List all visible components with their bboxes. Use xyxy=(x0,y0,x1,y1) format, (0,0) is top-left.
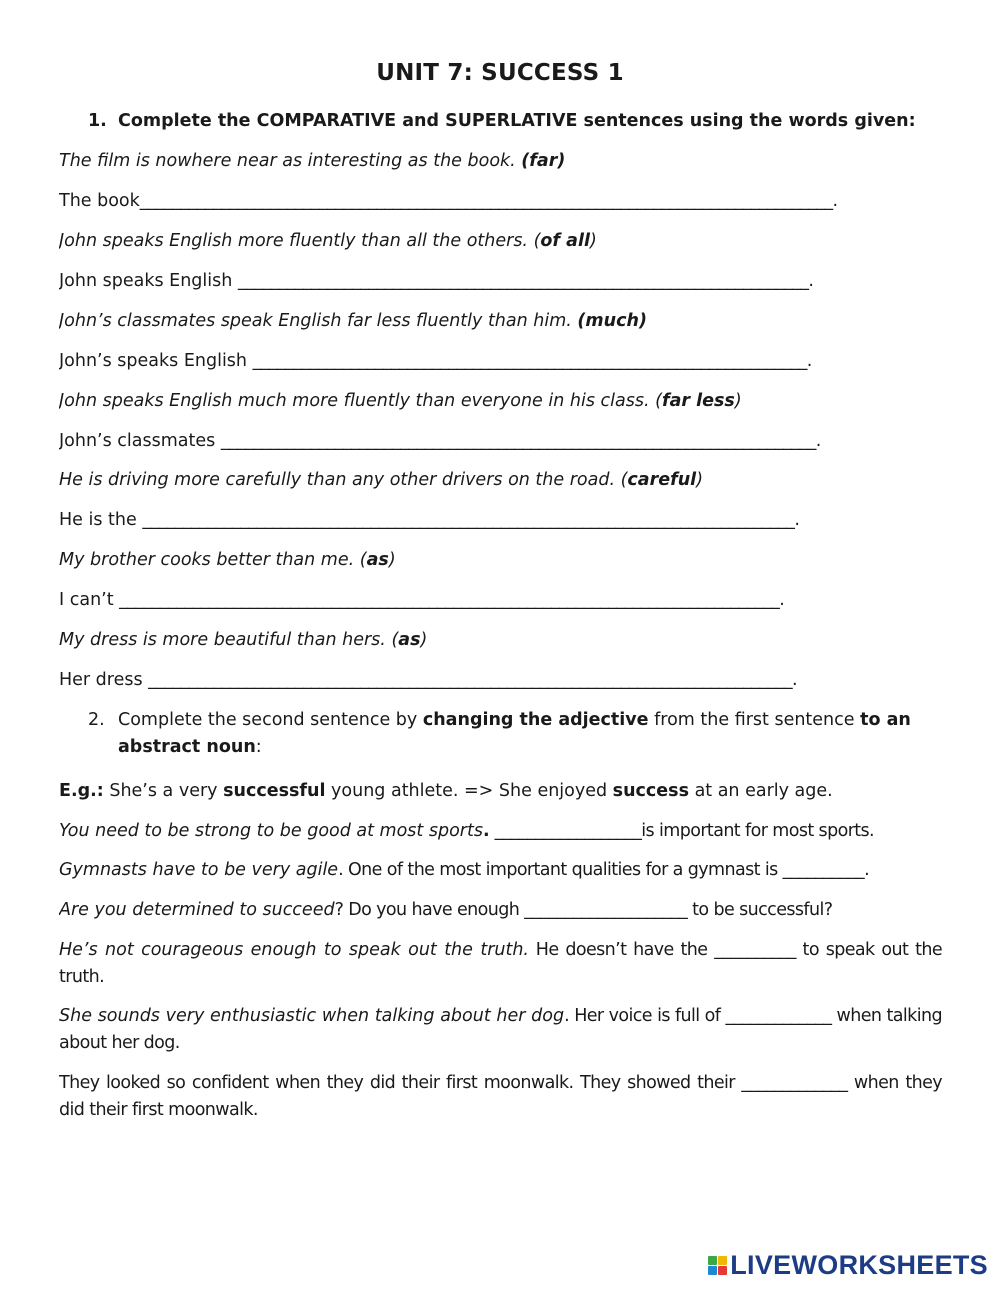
answer-blank-2[interactable]: ______________________________________________________________________. xyxy=(237,271,814,291)
logo-block-4 xyxy=(718,1266,727,1275)
prompt-3: John’s classmates speak English far less fluently than him. (much) xyxy=(59,311,647,331)
logo-blocks-icon xyxy=(708,1256,727,1275)
prompt-7: My dress is more beautiful than hers. (as) xyxy=(59,630,428,650)
prompt-5: He is driving more carefully than any other drivers on the road. (careful) xyxy=(59,470,704,490)
answer-line-4[interactable]: John’s classmates _________________________________________________________________________. xyxy=(59,431,821,451)
answer-blank-3[interactable]: ____________________________________________________________________. xyxy=(252,351,812,371)
cue-6: as xyxy=(366,550,389,570)
exercise2-item-3[interactable]: Are you determined to succeed? Do you have enough ____________________ to be successful? xyxy=(59,900,833,920)
logo-block-2 xyxy=(718,1256,727,1265)
example-line: E.g.: She’s a very successful young athlete. => She enjoyed success at an early age. xyxy=(59,781,833,801)
cue-3: (much) xyxy=(577,311,647,331)
answer-blank-7[interactable]: _______________________________________________________________________________. xyxy=(148,670,797,690)
cue-7: as xyxy=(398,630,421,650)
exercise2-blank-5[interactable]: . Her voice is full of _____________ when talking about her dog. xyxy=(59,1006,942,1053)
exercise2-blank-2[interactable]: . One of the most important qualities for a gymnast is __________. xyxy=(338,860,870,880)
answer-line-3[interactable]: John’s speaks English ____________________________________________________________________. xyxy=(59,351,812,371)
answer-blank-1[interactable]: _____________________________________________________________________________________. xyxy=(139,191,838,211)
answer-line-7[interactable]: Her dress _______________________________________________________________________________. xyxy=(59,670,797,690)
prompt-6: My brother cooks better than me. (as) xyxy=(59,550,396,570)
answer-line-1[interactable]: The book_____________________________________________________________________________________. xyxy=(59,191,838,211)
answer-line-2[interactable]: John speaks English ______________________________________________________________________. xyxy=(59,271,814,291)
liveworksheets-logo xyxy=(708,1250,988,1280)
section2-heading-line2: abstract noun: xyxy=(118,737,262,757)
section2-heading: 2. Complete the second sentence by changing the adjective from the first sentence to an abstract noun: xyxy=(88,707,948,763)
answer-line-5[interactable]: He is the ________________________________________________________________________________. xyxy=(59,510,800,530)
answer-blank-5[interactable]: ________________________________________________________________________________. xyxy=(142,510,800,530)
prompt-2: John speaks English more fluently than all the others. (of all) xyxy=(59,231,597,251)
section1-heading-text: Complete the COMPARATIVE and SUPERLATIVE sentences using the words given: xyxy=(118,111,916,131)
cue-5: careful xyxy=(627,470,697,490)
logo-text: LIVEWORKSHEETS xyxy=(730,1249,988,1280)
answer-blank-4[interactable]: _________________________________________________________________________. xyxy=(220,431,821,451)
section1-heading xyxy=(88,108,948,135)
logo-block-3 xyxy=(708,1266,717,1275)
section2-number: 2. xyxy=(88,710,105,730)
cue-2: of all xyxy=(540,231,590,251)
prompt-4: John speaks English much more fluently than everyone in his class. (far less) xyxy=(59,391,742,411)
answer-line-6[interactable]: I can’t _________________________________________________________________________________. xyxy=(59,590,785,610)
section1-number: 1. xyxy=(88,111,107,131)
example-label: E.g.: xyxy=(59,781,104,801)
page-title: UNIT 7: SUCCESS 1 xyxy=(376,60,624,86)
exercise2-item-5[interactable]: She sounds very enthusiastic when talking about her dog. Her voice is full of _____________ when talking about her dog. xyxy=(59,1006,942,1053)
exercise2-item-2[interactable]: Gymnasts have to be very agile. One of the most important qualities for a gymnast is __________. xyxy=(59,860,870,880)
exercise2-item-1[interactable]: You need to be strong to be good at most sports. __________________is important for most sports. xyxy=(59,821,875,841)
cue-4: far less xyxy=(661,391,735,411)
logo-block-1 xyxy=(708,1256,717,1265)
exercise2-item-6[interactable] xyxy=(59,1070,942,1124)
exercise2-blank-3[interactable]: ? Do you have enough ____________________ to be successful? xyxy=(334,900,833,920)
answer-blank-6[interactable]: _________________________________________________________________________________. xyxy=(119,590,785,610)
exercise2-blank-4[interactable]: He doesn’t have the __________ to speak out the truth. xyxy=(59,940,942,987)
exercise2-item-4[interactable]: He’s not courageous enough to speak out the truth. He doesn’t have the __________ to speak out the truth. xyxy=(59,940,942,987)
exercise2-blank-1[interactable]: __________________is important for most sports. xyxy=(489,821,875,841)
prompt-1: The film is nowhere near as interesting as the book. (far) xyxy=(59,151,566,171)
exercise2-blank-6[interactable]: They looked so confident when they did their first moonwalk. They showed their _____________ when they did their first moonwalk. xyxy=(59,1073,942,1120)
cue-1: (far) xyxy=(521,151,566,171)
